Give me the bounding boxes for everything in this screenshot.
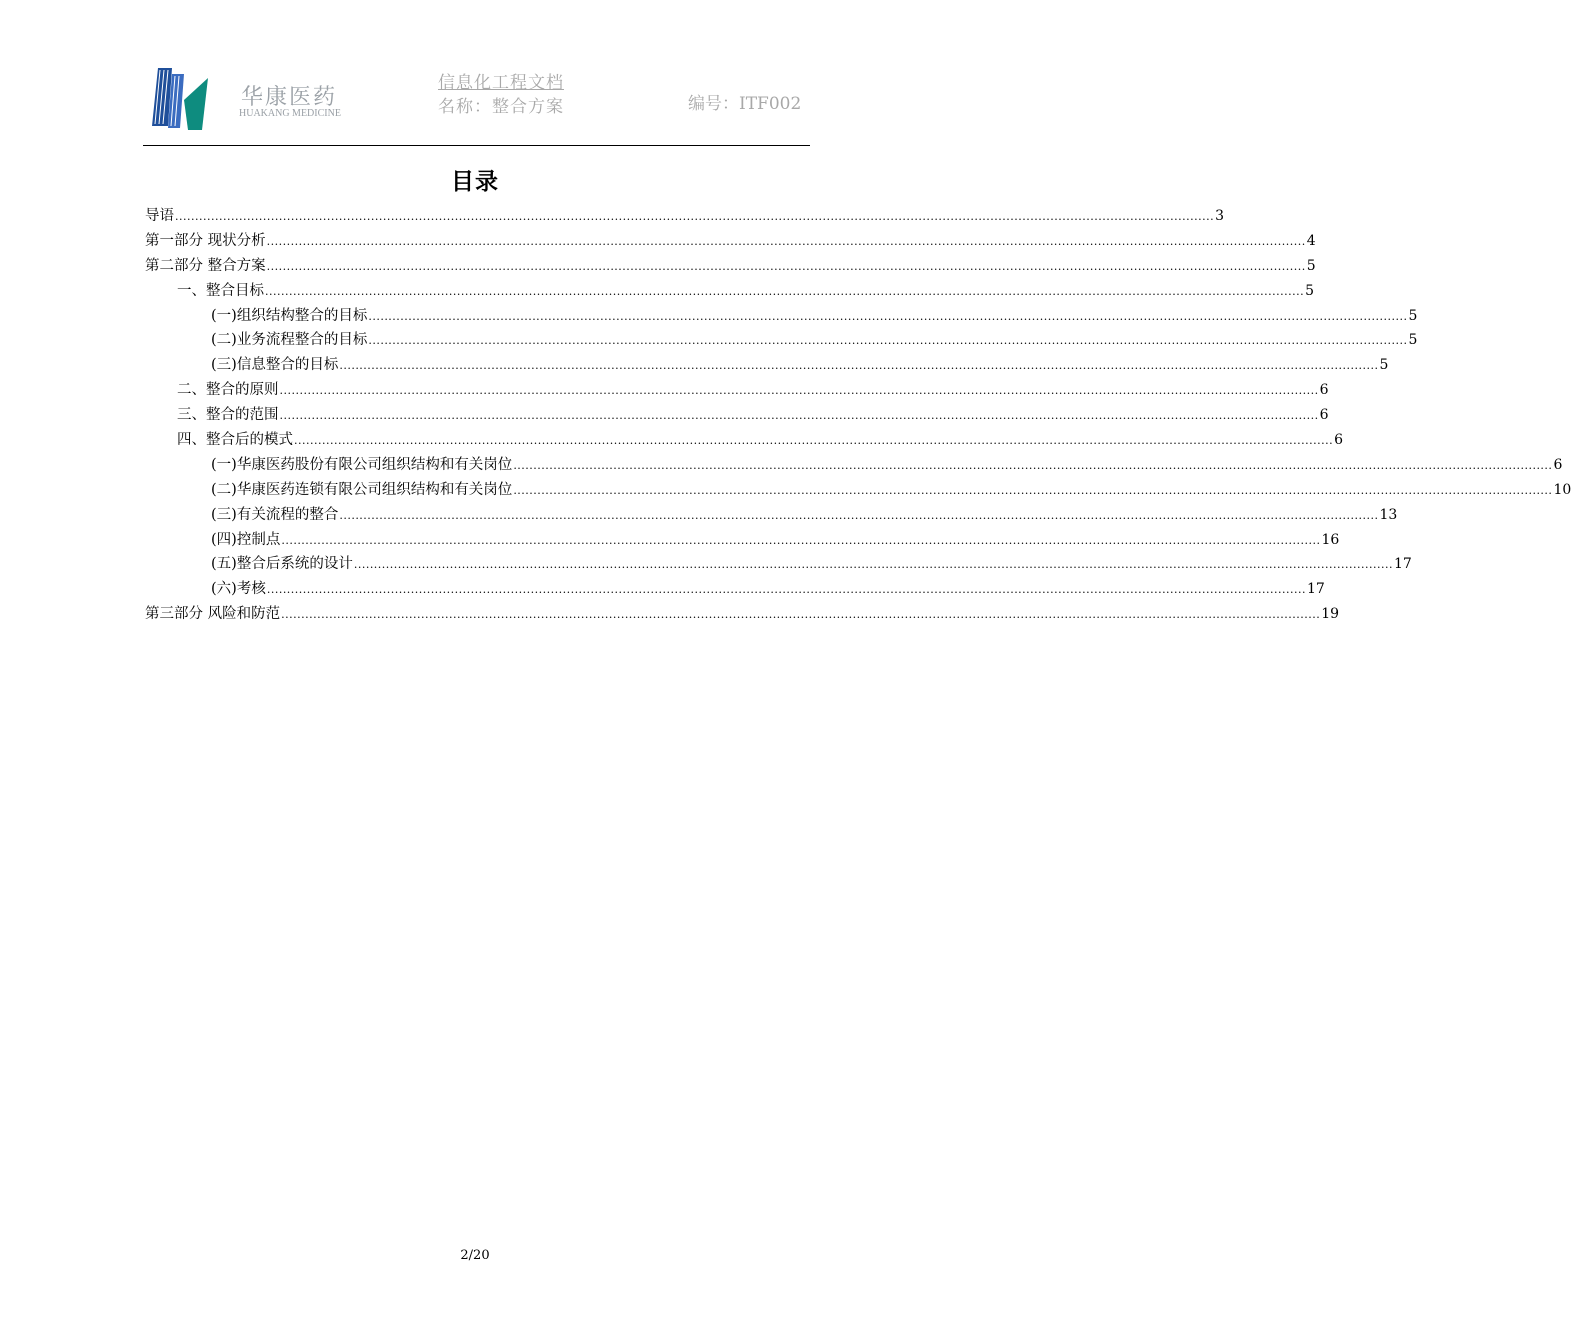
toc-dot-leader: .................................................................................................................................................................................................................................................................... xyxy=(294,434,1334,448)
toc-entry-page: 10 xyxy=(1553,481,1571,498)
toc-entry[interactable] xyxy=(145,453,1563,478)
toc-dot-leader: .................................................................................................................................................................................................................................................................... xyxy=(266,259,1306,273)
toc-entry-label: 导语 xyxy=(145,208,174,224)
toc-entry-page: 5 xyxy=(1408,307,1418,324)
toc-entry-page: 6 xyxy=(1319,407,1329,424)
document-name: 名称：整合方案 xyxy=(438,97,564,117)
toc-entry-label: (一)组织结构整合的目标 xyxy=(211,307,368,324)
toc-dot-leader: .................................................................................................................................................................................................................................................................... xyxy=(339,508,1379,522)
page-number: 2/20 xyxy=(460,1248,490,1263)
toc-dot-leader: .................................................................................................................................................................................................................................................................... xyxy=(513,483,1553,497)
toc-entry-label: (四)控制点 xyxy=(211,531,281,548)
toc-entry[interactable] xyxy=(145,602,1340,627)
toc-dot-leader: .................................................................................................................................................................................................................................................................... xyxy=(279,384,1319,398)
company-logo-icon xyxy=(150,66,210,132)
toc-dot-leader: .................................................................................................................................................................................................................................................................... xyxy=(175,210,1215,223)
toc-dot-leader: .................................................................................................................................................................................................................................................................... xyxy=(266,234,1306,248)
toc-entry-label: (六)考核 xyxy=(211,581,266,598)
toc-entry-label: (三)有关流程的整合 xyxy=(211,506,339,523)
toc-dot-leader: .................................................................................................................................................................................................................................................................... xyxy=(513,458,1553,472)
toc-entry-label: (二)业务流程整合的目标 xyxy=(211,332,368,349)
toc-entry[interactable] xyxy=(145,304,1418,329)
toc-dot-leader: .................................................................................................................................................................................................................................................................... xyxy=(339,359,1379,373)
toc-entry-page: 6 xyxy=(1553,456,1563,473)
toc-entry[interactable] xyxy=(145,204,1225,229)
company-name-en: HUAKANG MEDICINE xyxy=(239,108,341,119)
toc-entry-label: 一、整合目标 xyxy=(177,282,264,299)
toc-entry-label: 第三部分 风险和防范 xyxy=(145,606,281,623)
toc-entry-page: 17 xyxy=(1393,556,1412,573)
toc-entry[interactable] xyxy=(145,328,1418,353)
toc-entry-page: 4 xyxy=(1306,232,1316,249)
table-of-contents xyxy=(145,204,1571,627)
toc-entry-page: 3 xyxy=(1215,208,1225,224)
toc-entry[interactable] xyxy=(145,378,1329,403)
toc-entry-page: 6 xyxy=(1319,382,1329,399)
toc-entry-page: 17 xyxy=(1306,581,1325,598)
toc-entry-label: 第一部分 现状分析 xyxy=(145,232,266,249)
toc-entry[interactable] xyxy=(145,478,1571,503)
toc-entry[interactable] xyxy=(145,577,1325,602)
toc-entry[interactable] xyxy=(145,428,1344,453)
toc-dot-leader: .................................................................................................................................................................................................................................................................... xyxy=(368,334,1408,348)
toc-entry-label: 三、整合的范围 xyxy=(177,407,279,424)
toc-dot-leader: .................................................................................................................................................................................................................................................................... xyxy=(368,309,1408,323)
toc-dot-leader: .................................................................................................................................................................................................................................................................... xyxy=(281,608,1321,622)
toc-dot-leader: .................................................................................................................................................................................................................................................................... xyxy=(266,583,1306,597)
toc-dot-leader: .................................................................................................................................................................................................................................................................... xyxy=(353,558,1393,572)
toc-dot-leader: .................................................................................................................................................................................................................................................................... xyxy=(265,284,1305,298)
toc-entry-page: 5 xyxy=(1305,282,1315,299)
toc-dot-leader: .................................................................................................................................................................................................................................................................... xyxy=(281,533,1321,547)
header-divider xyxy=(143,145,810,146)
toc-entry[interactable] xyxy=(145,254,1316,279)
company-name-cn: 华康医药 xyxy=(241,85,338,110)
toc-entry[interactable] xyxy=(145,528,1340,553)
toc-entry-page: 5 xyxy=(1408,332,1418,349)
toc-dot-leader: .................................................................................................................................................................................................................................................................... xyxy=(279,409,1319,423)
document-type: 信息化工程文档 xyxy=(438,73,564,93)
document-number: 编号：ITF002 xyxy=(688,94,802,114)
toc-entry-page: 16 xyxy=(1321,531,1340,548)
page-header xyxy=(0,0,950,150)
toc-entry-page: 19 xyxy=(1321,606,1340,623)
toc-entry-label: (二)华康医药连锁有限公司组织结构和有关岗位 xyxy=(211,481,513,498)
toc-entry-page: 5 xyxy=(1379,357,1389,374)
toc-entry-page: 6 xyxy=(1334,432,1344,449)
toc-entry-label: (一)华康医药股份有限公司组织结构和有关岗位 xyxy=(211,456,513,473)
toc-entry-label: (三)信息整合的目标 xyxy=(211,357,339,374)
toc-entry[interactable] xyxy=(145,403,1329,428)
toc-entry-label: (五)整合后系统的设计 xyxy=(211,556,353,573)
toc-entry[interactable] xyxy=(145,229,1316,254)
toc-entry[interactable] xyxy=(145,353,1389,378)
toc-entry[interactable] xyxy=(145,503,1398,528)
toc-entry[interactable] xyxy=(145,279,1315,304)
toc-entry[interactable] xyxy=(145,552,1412,577)
toc-title: 目录 xyxy=(451,169,499,195)
toc-entry-label: 第二部分 整合方案 xyxy=(145,257,266,274)
toc-entry-label: 二、整合的原则 xyxy=(177,382,279,399)
toc-entry-page: 5 xyxy=(1306,257,1316,274)
toc-entry-label: 四、整合后的模式 xyxy=(177,432,293,449)
toc-entry-page: 13 xyxy=(1379,506,1398,523)
